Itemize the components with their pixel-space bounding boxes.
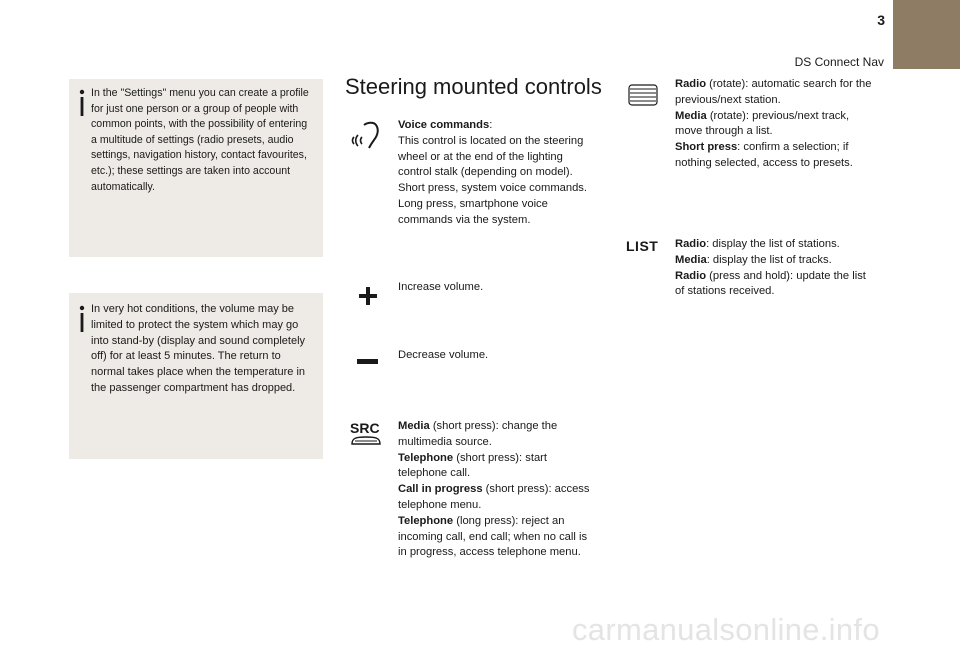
plus-icon (358, 286, 378, 306)
voice-commands-description: Voice commands: This control is located on the steering wheel or at the end of the lighting control stalk (depending on model). Short press, system voice commands. Long press, smartphone voice commands via the system. (398, 118, 598, 229)
thumbwheel-description: Radio (rotate): automatic search for the previous/next station. Media (rotate): previous/next track, move through a list. Short press: confirm a selection; if nothing selected, access to presets. (675, 78, 872, 169)
info-icon (77, 89, 87, 117)
list-button-icon: LIST (626, 238, 659, 254)
page-title: Steering mounted controls (345, 74, 602, 99)
description-line: This control is located on the steering wheel or at the end of the lighting control stalk (depending on model). (398, 134, 584, 179)
src-button-icon (350, 436, 382, 446)
note-text: In the "Settings" menu you can create a profile for just one person or a group of people with common points, with the possibility of entering a multitude of settings (radio presets, audio settings, navigation history, contact favourites, etc.); these settings are taken into account automatically. (91, 87, 309, 193)
section-name: DS Connect Nav (794, 55, 884, 69)
info-note (69, 79, 323, 257)
increase-volume-description: Increase volume. (398, 281, 484, 293)
control-title: Voice commands (398, 119, 490, 131)
description-line: Long press, smartphone voice commands via the system. (398, 197, 548, 226)
info-icon (77, 305, 87, 333)
voice-command-icon (348, 121, 382, 151)
section-tab (893, 0, 960, 69)
watermark: carmanualsonline.info (572, 612, 880, 647)
info-note (69, 293, 323, 459)
src-description: Media (short press): change the multimedia source. Telephone (short press): start telephone call. Call in progress (short press): access telephone menu. Telephone (long press): reject an incoming call, end call; when no call is in progress, access telephone menu. (398, 420, 590, 559)
minus-icon (357, 359, 378, 365)
list-description: Radio: display the list of stations. Media: display the list of tracks. Radio (press and hold): update the list of stations received. (675, 238, 866, 298)
note-text: In very hot conditions, the volume may be limited to protect the system which may go into stand-by (display and sound completely off) for at least 5 minutes. The return to normal takes place when the temperature in the passenger compartment has dropped. (91, 303, 306, 394)
src-label: SRC (350, 420, 380, 436)
description-line: Short press, system voice commands. (398, 182, 588, 195)
decrease-volume-description: Decrease volume. (398, 349, 489, 361)
thumbwheel-icon (628, 84, 658, 106)
page-number: 3 (877, 12, 885, 28)
